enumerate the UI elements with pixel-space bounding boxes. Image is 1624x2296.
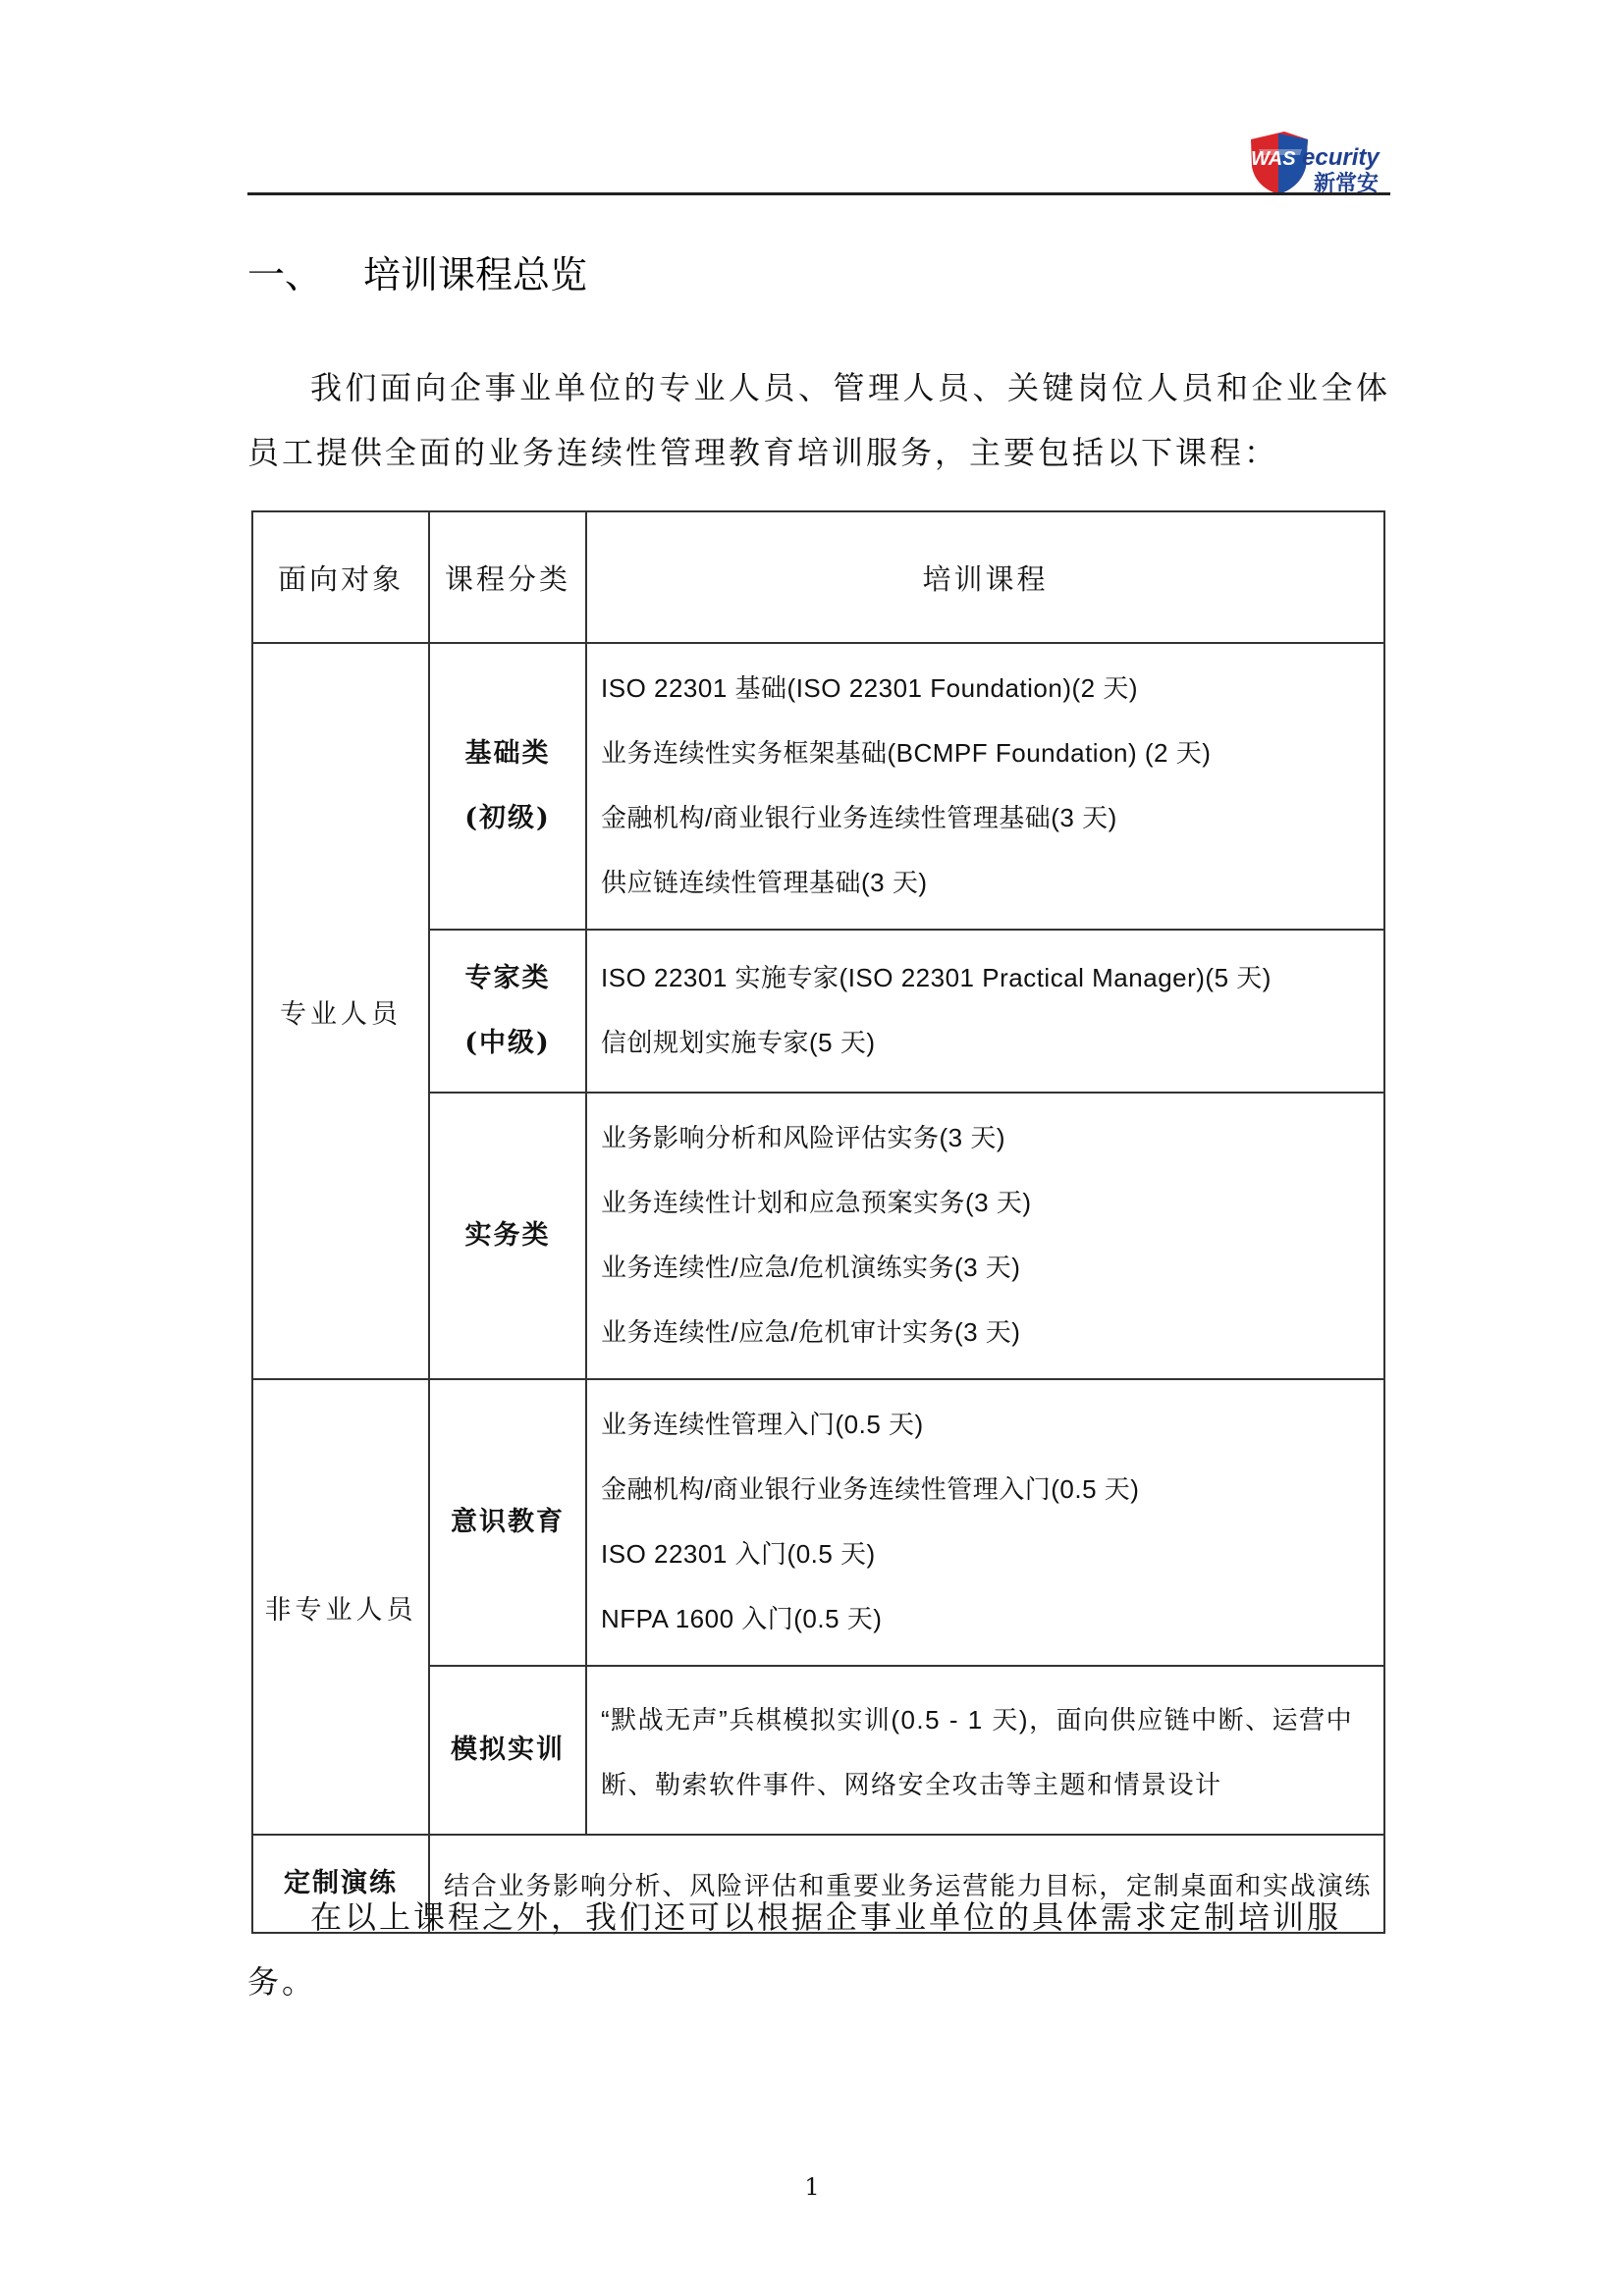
category-name: 意识教育 xyxy=(451,1507,565,1537)
header-courses: 培训课程 xyxy=(586,511,1384,643)
list-item: 业务连续性/应急/危机审计实务(3 天) xyxy=(601,1317,1021,1347)
audience-non-professional: 非专业人员 xyxy=(252,1379,429,1835)
simulation-description: “默战无声”兵棋模拟实训(0.5 - 1 天)，面向供应链中断、运营中断、勒索软件事件、网络安全攻击等主题和情景设计 xyxy=(586,1666,1384,1835)
logo-suffix: ecurity xyxy=(1302,144,1380,171)
closing-paragraph: 在以上课程之外，我们还可以根据企事业单位的具体需求定制培训服务。 xyxy=(247,1898,1342,2001)
list-item: 业务连续性/应急/危机演练实务(3 天) xyxy=(601,1253,1021,1282)
list-item: ISO 22301 实施专家(ISO 22301 Practical Manager)(5 天) xyxy=(601,963,1272,992)
list-item: ISO 22301 基础(ISO 22301 Foundation)(2 天) xyxy=(601,673,1138,703)
table-row xyxy=(252,643,1384,930)
custom-drill-label: 定制演练 xyxy=(252,1835,429,1933)
page-number: 1 xyxy=(804,2173,820,2201)
wasecurity-logo xyxy=(1245,130,1392,196)
list-item: 金融机构/商业银行业务连续性管理入门(0.5 天) xyxy=(601,1474,1140,1504)
header-rule xyxy=(247,192,1390,195)
category-foundation xyxy=(429,643,586,930)
intro-paragraph: 我们面向企事业单位的专业人员、管理人员、关键岗位人员和企业全体员工提供全面的业务连续性管理教育培训服务，主要包括以下课程： xyxy=(247,369,1390,471)
custom-drill-text: 结合业务影响分析、风险评估和重要业务运营能力目标，定制桌面和实战演练 xyxy=(429,1835,1384,1933)
list-item: 供应链连续性管理基础(3 天) xyxy=(601,868,928,897)
category-name: 实务类 xyxy=(464,1220,551,1251)
course-list xyxy=(586,643,1384,930)
table-row xyxy=(252,1379,1384,1666)
course-list xyxy=(586,930,1384,1093)
category-name: 基础类 xyxy=(464,738,551,769)
course-list xyxy=(586,1379,1384,1666)
list-item: 业务连续性实务框架基础(BCMPF Foundation) (2 天) xyxy=(601,738,1212,768)
list-item: 业务连续性管理入门(0.5 天) xyxy=(601,1410,924,1439)
category-simulation xyxy=(429,1666,586,1835)
section-number: 一、 xyxy=(247,253,323,296)
section-heading xyxy=(247,247,587,302)
category-level: (中级) xyxy=(464,1028,551,1058)
section-title: 培训课程总览 xyxy=(363,253,588,296)
category-practice xyxy=(429,1093,586,1379)
list-item: 金融机构/商业银行业务连续性管理基础(3 天) xyxy=(601,803,1117,832)
category-awareness xyxy=(429,1379,586,1666)
course-table xyxy=(251,510,1385,1934)
category-name: 专家类 xyxy=(464,963,551,993)
category-name: 模拟实训 xyxy=(451,1735,565,1765)
list-item: 业务连续性计划和应急预案实务(3 天) xyxy=(601,1188,1032,1217)
list-item: 信创规划实施专家(5 天) xyxy=(601,1028,876,1057)
logo-chinese-name: 新常安 xyxy=(1314,172,1380,196)
list-item: NFPA 1600 入门(0.5 天) xyxy=(601,1604,883,1633)
list-item: ISO 22301 入门(0.5 天) xyxy=(601,1539,876,1569)
table-header-row xyxy=(252,511,1384,643)
shield-logo-icon xyxy=(1245,130,1392,196)
audience-professional: 专业人员 xyxy=(252,643,429,1379)
category-level: (初级) xyxy=(464,803,551,833)
category-expert xyxy=(429,930,586,1093)
list-item: 业务影响分析和风险评估实务(3 天) xyxy=(601,1123,1006,1152)
header-category: 课程分类 xyxy=(429,511,586,643)
header-audience: 面向对象 xyxy=(252,511,429,643)
logo-prefix: WAS xyxy=(1251,148,1296,170)
course-list xyxy=(586,1093,1384,1379)
